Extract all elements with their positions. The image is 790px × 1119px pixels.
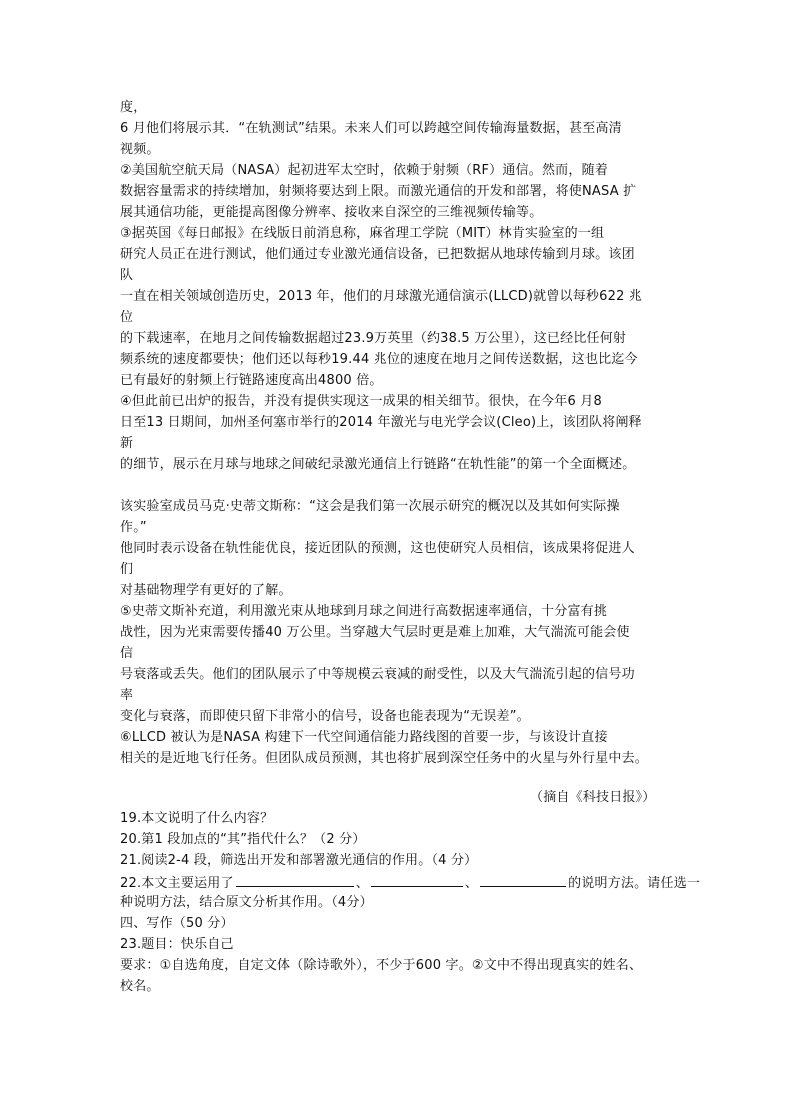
text-line: 6 月他们将展示其．“在轨测试”结果。未来人们可以跨越空间传输海量数据，甚至高清 — [120, 121, 622, 136]
section-heading: 四、写作（50 分） — [120, 916, 234, 931]
text-line: 率 — [120, 688, 134, 703]
text-line: 频系统的速度都要快；他们还以每秒19.44 兆位的速度在地月之间传送数据，这也比迄今 — [120, 352, 638, 367]
question-21: 21.阅读2-4 段，筛选出开发和部署激光通信的作用。（4 分） — [120, 853, 478, 868]
text-line: 已有最好的射频上行链路速度高出4800 倍。 — [120, 373, 383, 388]
text-line: 对基础物理学有更好的了解。 — [120, 583, 292, 598]
answer-blank-3[interactable] — [480, 872, 566, 887]
question-22-line2: 种说明方法，结合原文分析其作用。（4分） — [120, 895, 373, 910]
text-line: 战性，因为光束需要传播40 万公里。当穿越大气层时更是难上加难，大气湍流可能会使 — [120, 625, 630, 640]
text-line: 的细节，展示在月球与地球之间破纪录激光通信上行链路“在轨性能”的第一个全面概述。 — [120, 457, 636, 472]
text-line: 的下载速率，在地月之间传输数据超过23.9万英里（约38.5 万公里），这已经比任何射 — [120, 331, 627, 346]
text-line: 信 — [120, 646, 134, 661]
answer-blank-2[interactable] — [371, 872, 463, 887]
text-line: 日至13 日期间，加州圣何塞市举行的2014 年激光与电光学会议(Cleo)上，该团队将阐释 — [120, 415, 642, 430]
text-line: 数据容量需求的持续增加，射频将要达到上限。而激光通信的开发和部署，将使NASA 扩 — [120, 184, 637, 199]
text-line: 该实验室成员马克·史蒂文斯称：“这会是我们第一次展示研究的概况以及其如何实际操 — [120, 499, 620, 514]
text-line: 视频。 — [120, 142, 160, 157]
source-citation: （摘自《科技日报》） — [530, 790, 656, 805]
question-22 — [120, 872, 700, 894]
text-line: 相关的是近地飞行任务。但团队成员预测，其也将扩展到深空任务中的火星与外行星中去。 — [120, 751, 649, 766]
text-line: 作。” — [120, 520, 147, 535]
question-19: 19.本文说明了什么内容？ — [120, 811, 274, 826]
separator: 、 — [355, 876, 369, 891]
question-23-requirements: 要求：①自选角度，自定文体（除诗歌外），不少于600 字。②文中不得出现真实的姓名、 — [120, 958, 643, 973]
text-line: ④但此前已出炉的报告，并没有提供实现这一成果的相关细节。很快，在今年6 月8 — [120, 394, 602, 409]
text-line: 位 — [120, 310, 134, 325]
question-20: 20.第1 段加点的“其”指代什么？（2 分） — [120, 832, 366, 847]
separator: 、 — [464, 876, 479, 891]
question-23-title: 23.题目：快乐自己 — [120, 937, 234, 952]
text-line: ③据英国《每日邮报》在线版日前消息称，麻省理工学院（MIT）林肯实验室的一组 — [120, 226, 605, 241]
text-line: 号衰落或丢失。他们的团队展示了中等规模云衰减的耐受性，以及大气湍流引起的信号功 — [120, 667, 635, 682]
text-line: 展其通信功能，更能提高图像分辨率、接收来自深空的三维视频传输等。 — [120, 205, 543, 220]
question-23-requirements-cont: 校名。 — [120, 979, 160, 994]
text-line: 他同时表示设备在轨性能优良，接近团队的预测，这也使研究人员相信，该成果将促进人 — [120, 541, 635, 556]
question-22-suffix: 的说明方法。请任选一 — [568, 876, 701, 891]
text-line: 一直在相关领域创造历史，2013 年，他们的月球激光通信演示(LLCD)就曾以每秒622 兆 — [120, 289, 643, 304]
answer-blank-1[interactable] — [236, 872, 354, 887]
text-line: 队 — [120, 268, 134, 283]
question-22-prefix: 22.本文主要运用了 — [120, 876, 234, 891]
text-line: 度， — [120, 100, 147, 115]
text-line: 们 — [120, 562, 134, 577]
text-line: 研究人员正在进行测试，他们通过专业激光通信设备，已把数据从地球传输到月球。该团 — [120, 247, 635, 262]
text-line: ⑤史蒂文斯补充道，利用激光束从地球到月球之间进行高数据速率通信，十分富有挑 — [120, 604, 608, 619]
text-line: ⑥LLCD 被认为是NASA 构建下一代空间通信能力路线图的首要一步，与该设计直接 — [120, 730, 608, 745]
text-line: 变化与衰落，而即使只留下非常小的信号，设备也能表现为“无误差”。 — [120, 709, 530, 724]
text-line: ②美国航空航天局（NASA）起初进军太空时，依赖于射频（RF）通信。然而，随着 — [120, 163, 608, 178]
text-line: 新 — [120, 436, 134, 451]
